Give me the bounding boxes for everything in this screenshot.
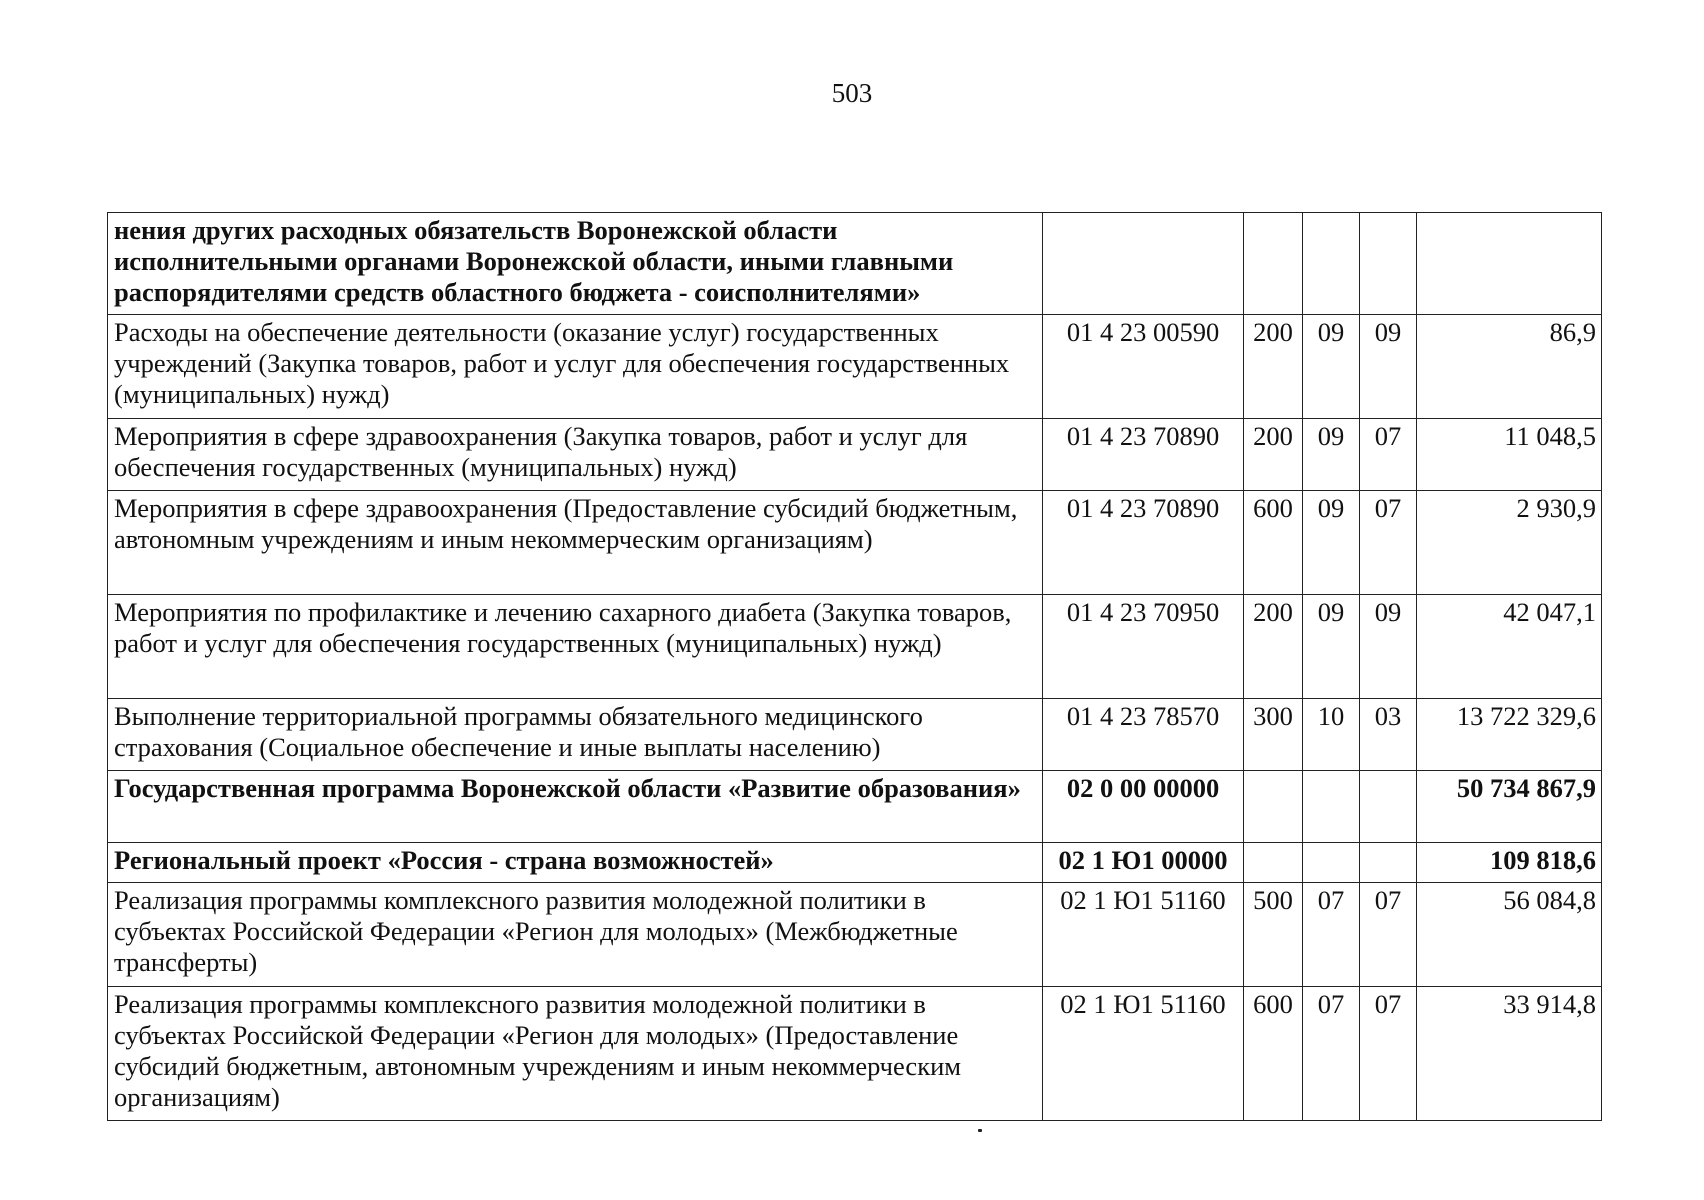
- row-amount: 33 914,8: [1417, 987, 1602, 1121]
- row-vr: 500: [1244, 883, 1303, 987]
- row-rz: [1303, 771, 1360, 843]
- row-amount: 86,9: [1417, 315, 1602, 419]
- row-rz: 10: [1303, 699, 1360, 771]
- scan-dot-mark: [978, 1129, 982, 1132]
- row-code: 02 1 Ю1 51160: [1043, 987, 1244, 1121]
- row-rz: [1303, 213, 1360, 315]
- row-description: Региональный проект «Россия - страна возможностей»: [108, 843, 1043, 883]
- budget-table: [107, 212, 1602, 1121]
- row-rz: 07: [1303, 883, 1360, 987]
- row-vr: 200: [1244, 595, 1303, 699]
- row-pr: 07: [1360, 491, 1417, 595]
- row-code: 01 4 23 78570: [1043, 699, 1244, 771]
- table-row: [108, 595, 1602, 699]
- row-code: 01 4 23 70890: [1043, 419, 1244, 491]
- row-pr: [1360, 213, 1417, 315]
- row-rz: 09: [1303, 315, 1360, 419]
- row-pr: 07: [1360, 987, 1417, 1121]
- row-rz: 09: [1303, 491, 1360, 595]
- row-vr: 600: [1244, 987, 1303, 1121]
- row-code: 02 1 Ю1 51160: [1043, 883, 1244, 987]
- row-description: Мероприятия в сфере здравоохранения (Закупка товаров, работ и услуг для обеспечения государственных (муниципальных) нужд): [108, 419, 1043, 491]
- row-description: нения других расходных обязательств Воронежской области исполнительными органами Воронежской области, иными главными распорядителями средств областного бюджета - соисполнителями»: [108, 213, 1043, 315]
- table-row: [108, 213, 1602, 315]
- row-vr: 200: [1244, 315, 1303, 419]
- table-row: [108, 771, 1602, 843]
- row-code: 01 4 23 70950: [1043, 595, 1244, 699]
- row-pr: [1360, 771, 1417, 843]
- row-pr: 07: [1360, 419, 1417, 491]
- row-description: Реализация программы комплексного развития молодежной политики в субъектах Российской Федерации «Регион для молодых» (Предоставление субсидий бюджетным, автономным учреждениям и иным некоммерческим организациям): [108, 987, 1043, 1121]
- row-code: 01 4 23 70890: [1043, 491, 1244, 595]
- row-pr: 07: [1360, 883, 1417, 987]
- table-row: [108, 883, 1602, 987]
- row-description: Мероприятия в сфере здравоохранения (Предоставление субсидий бюджетным, автономным учреждениям и иным некоммерческим организациям): [108, 491, 1043, 595]
- row-description: Мероприятия по профилактике и лечению сахарного диабета (Закупка товаров, работ и услуг для обеспечения государственных (муниципальных) нужд): [108, 595, 1043, 699]
- row-pr: [1360, 843, 1417, 883]
- row-description: Реализация программы комплексного развития молодежной политики в субъектах Российской Федерации «Регион для молодых» (Межбюджетные трансферты): [108, 883, 1043, 987]
- row-vr: 200: [1244, 419, 1303, 491]
- row-amount: 56 084,8: [1417, 883, 1602, 987]
- row-description: Государственная программа Воронежской области «Развитие образования»: [108, 771, 1043, 843]
- table-row: [108, 491, 1602, 595]
- row-amount: [1417, 213, 1602, 315]
- row-vr: [1244, 771, 1303, 843]
- row-code: 02 0 00 00000: [1043, 771, 1244, 843]
- table-row: [108, 419, 1602, 491]
- table-row: [108, 843, 1602, 883]
- row-rz: 09: [1303, 419, 1360, 491]
- row-description: Выполнение территориальной программы обязательного медицинского страхования (Социальное обеспечение и иные выплаты населению): [108, 699, 1043, 771]
- row-rz: 07: [1303, 987, 1360, 1121]
- row-vr: [1244, 213, 1303, 315]
- row-amount: 109 818,6: [1417, 843, 1602, 883]
- row-rz: [1303, 843, 1360, 883]
- row-description: Расходы на обеспечение деятельности (оказание услуг) государственных учреждений (Закупка товаров, работ и услуг для обеспечения государственных (муниципальных) нужд): [108, 315, 1043, 419]
- table-row: [108, 699, 1602, 771]
- row-vr: 600: [1244, 491, 1303, 595]
- row-amount: 11 048,5: [1417, 419, 1602, 491]
- row-amount: 50 734 867,9: [1417, 771, 1602, 843]
- row-amount: 42 047,1: [1417, 595, 1602, 699]
- row-amount: 2 930,9: [1417, 491, 1602, 595]
- row-rz: 09: [1303, 595, 1360, 699]
- row-code: 02 1 Ю1 00000: [1043, 843, 1244, 883]
- row-pr: 09: [1360, 595, 1417, 699]
- row-pr: 03: [1360, 699, 1417, 771]
- page-number: 503: [831, 78, 873, 108]
- table-row: [108, 987, 1602, 1121]
- row-vr: [1244, 843, 1303, 883]
- row-code: 01 4 23 00590: [1043, 315, 1244, 419]
- table-row: [108, 315, 1602, 419]
- row-pr: 09: [1360, 315, 1417, 419]
- row-code: [1043, 213, 1244, 315]
- row-vr: 300: [1244, 699, 1303, 771]
- row-amount: 13 722 329,6: [1417, 699, 1602, 771]
